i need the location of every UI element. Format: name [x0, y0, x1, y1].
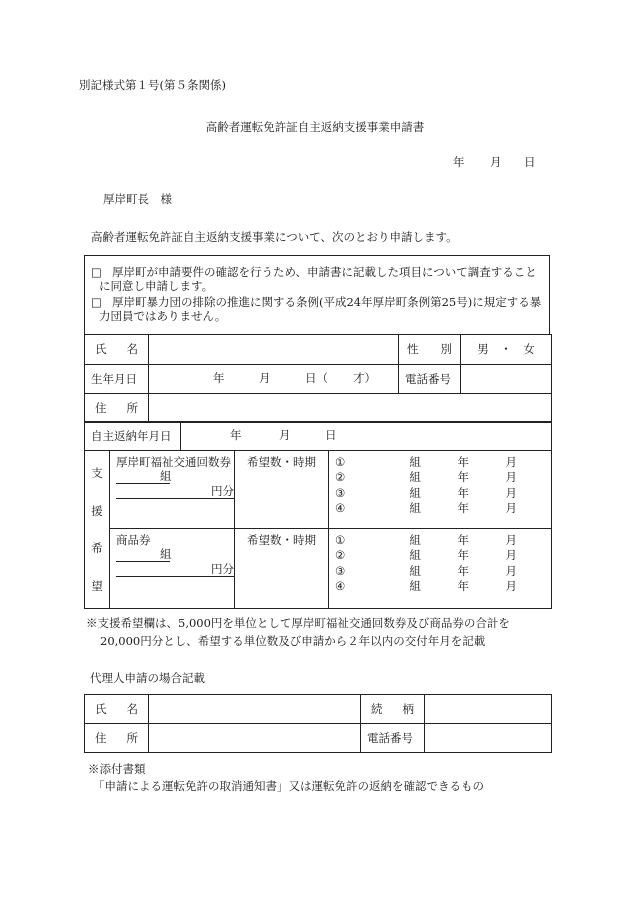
- intro-text: 高齢者運転免許証自主返納支援事業について、次のとおり申請します。: [91, 230, 458, 244]
- table-row: [85, 724, 552, 753]
- sex-options[interactable]: 男 ・ 女: [461, 335, 552, 365]
- form-reference: 別記様式第１号(第５条関係): [79, 78, 226, 92]
- proxy-relation-field[interactable]: [425, 695, 552, 724]
- proxy-relation-label: 続 柄: [361, 695, 425, 724]
- voucher-want-label: 希望数・時期: [235, 529, 329, 609]
- ticket-item-name: 厚岸町福祉交通回数券: [116, 455, 231, 469]
- consent-1-checkbox[interactable]: □: [91, 265, 102, 279]
- consent-2-text: 厚岸町暴力団の排除の推進に関する条例(平成24年厚岸町条例第25号)に規定する暴: [112, 295, 542, 309]
- name-field[interactable]: [149, 335, 399, 365]
- sex-label: 性 別: [399, 335, 461, 365]
- table-row: [85, 335, 552, 365]
- phone-label: 電話番号: [399, 365, 461, 394]
- proxy-name-field[interactable]: [149, 695, 361, 724]
- voucher-set-unit: 組: [160, 547, 172, 562]
- proxy-name-label: 氏 名: [85, 695, 149, 724]
- consent-1-text: 厚岸町が申請要件の確認を行うため、申請書に記載した項目について調査すること: [112, 265, 537, 279]
- date-year[interactable]: 年: [453, 155, 465, 169]
- name-label: 氏 名: [85, 335, 149, 365]
- return-day: 日: [325, 428, 337, 442]
- voucher-slots[interactable]: ① 組 年 月 ② 組 年 月 ③ 組 年 月 ④ 組 年 月: [329, 529, 552, 609]
- birth-year: 年: [213, 371, 225, 385]
- consent-1-text-cont: に同意し申請します。: [99, 279, 214, 293]
- birth-field[interactable]: [149, 365, 399, 394]
- birth-month: 月: [259, 371, 271, 385]
- birth-label: 生年月日: [85, 365, 149, 394]
- table-row: [85, 422, 552, 451]
- birth-age: 才）: [353, 371, 376, 385]
- voucher-item[interactable]: [110, 529, 235, 609]
- return-year: 年: [230, 428, 242, 442]
- support-row-tickets: [85, 451, 552, 529]
- proxy-table: [84, 694, 552, 753]
- table-row: [85, 695, 552, 724]
- table-row: [85, 365, 552, 394]
- page-title: 高齢者運転免許証自主返納支援事業申請書: [205, 120, 425, 134]
- proxy-phone-field[interactable]: [425, 724, 552, 753]
- proxy-phone-label: 電話番号: [361, 724, 425, 753]
- address-label: 住 所: [85, 394, 149, 423]
- consent-2-text-cont: 力団員ではありません。: [99, 309, 227, 323]
- support-table: [84, 450, 552, 609]
- support-note: ※支援希望欄は、5,000円を単位として厚岸町福祉交通回数券及び商品券の合計を: [86, 616, 510, 630]
- return-month: 月: [279, 428, 291, 442]
- support-side-label: 支 援 希 望: [85, 451, 110, 609]
- ticket-set-unit: 組: [160, 469, 172, 484]
- proxy-address-field[interactable]: [149, 724, 361, 753]
- consent-box: [84, 255, 550, 335]
- consent-2-checkbox[interactable]: □: [91, 295, 102, 309]
- date-month[interactable]: 月: [490, 155, 502, 169]
- support-row-vouchers: [85, 529, 552, 609]
- ticket-slots[interactable]: ① 組 年 月 ② 組 年 月 ③ 組 年 月 ④ 組 年 月: [329, 451, 552, 529]
- address-field[interactable]: [149, 394, 552, 423]
- voucher-item-name: 商品券: [116, 533, 151, 547]
- ticket-item[interactable]: [110, 451, 235, 529]
- table-row: [85, 394, 552, 423]
- phone-field[interactable]: [461, 365, 552, 394]
- applicant-table: [84, 334, 552, 423]
- voucher-yen-unit: 円分: [116, 562, 234, 577]
- return-date-table: [84, 421, 552, 451]
- ticket-want-label: 希望数・時期: [235, 451, 329, 529]
- birth-day: 日（: [305, 371, 328, 385]
- proxy-heading: 代理人申請の場合記載: [90, 671, 205, 685]
- attachments-heading: ※添付書類: [88, 762, 146, 776]
- ticket-yen-unit: 円分: [116, 484, 234, 499]
- attachments-text: 「申請による運転免許の取消通知書」又は運転免許の返納を確認できるもの: [93, 779, 484, 793]
- return-date-label: 自主返納年月日: [85, 422, 181, 451]
- return-date-field[interactable]: [181, 422, 552, 451]
- proxy-address-label: 住 所: [85, 724, 149, 753]
- addressee: 厚岸町長 様: [103, 192, 172, 206]
- support-note-cont: 20,000円分とし、希望する単位数及び申請から２年以内の交付年月を記載: [100, 634, 486, 648]
- date-day[interactable]: 日: [524, 155, 536, 169]
